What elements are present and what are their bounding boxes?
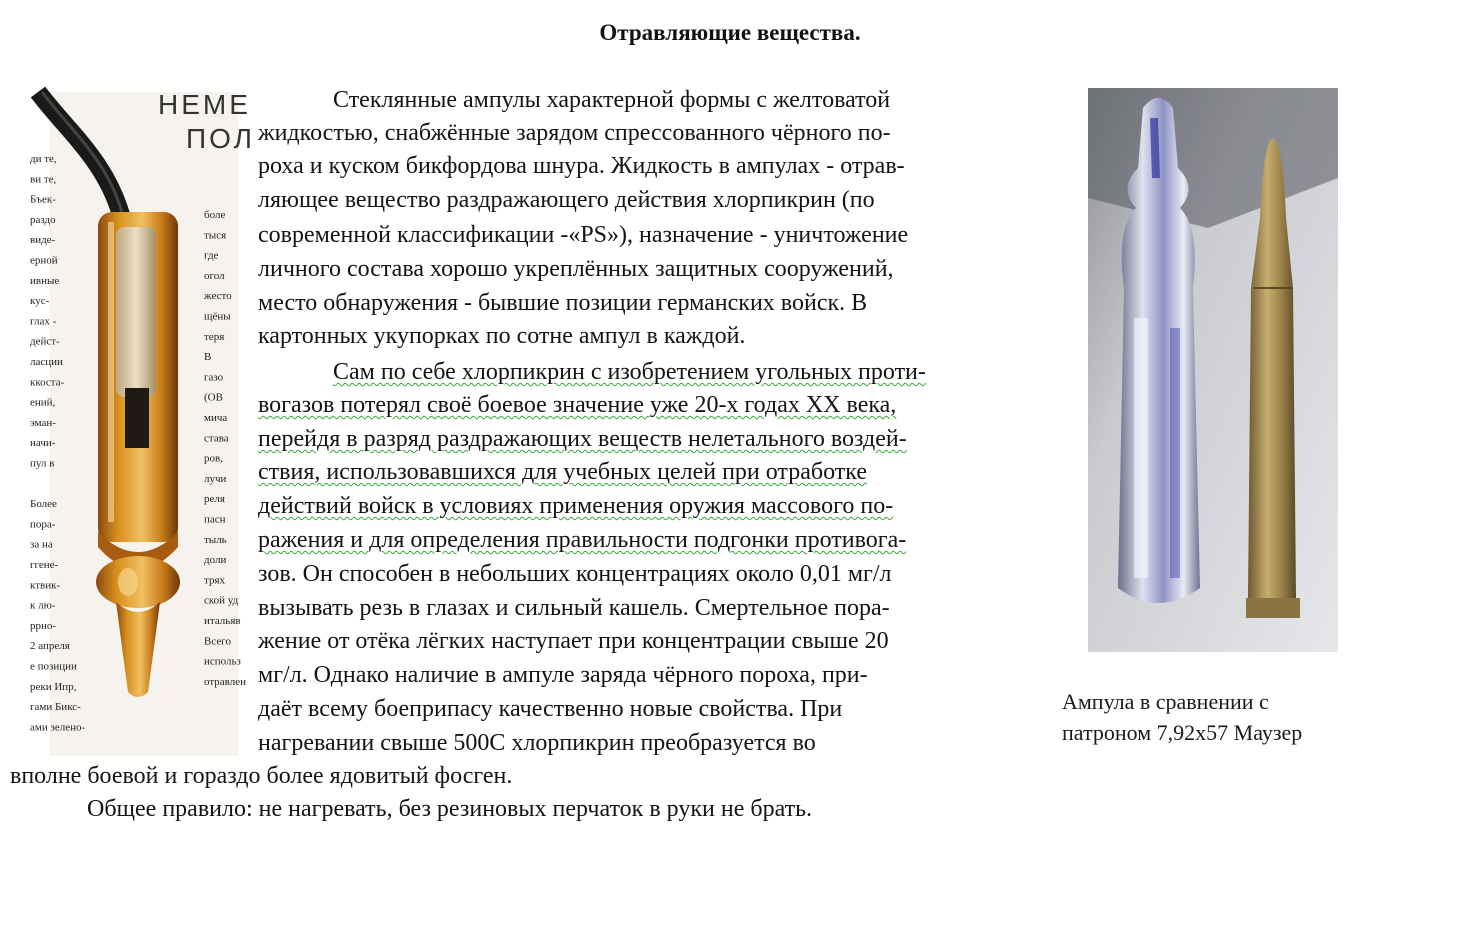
- text-line-1: Стеклянные ампулы характерной формы с желтоватой: [333, 87, 891, 113]
- magazine-text-fragment: ров,: [204, 452, 223, 465]
- magazine-text-fragment: к лю-: [30, 599, 56, 612]
- magazine-text-fragment: где: [204, 249, 219, 262]
- magazine-heading-1: НЕМЕ: [158, 89, 251, 120]
- magazine-text-fragment: става: [204, 432, 229, 445]
- text-line-14: ражения и для определения правильности подгонки противога-: [258, 527, 907, 553]
- photo-caption: [1062, 686, 1302, 748]
- magazine-text-fragment: пора-: [30, 518, 56, 531]
- magazine-text-fragment: 2 апреля: [30, 640, 70, 653]
- magazine-text-fragment: ивные: [30, 274, 60, 287]
- text-line-5: современной классификации -«PS»), назначение - уничтожение: [258, 222, 909, 248]
- magazine-text-fragment: эман-: [30, 416, 56, 429]
- magazine-text-fragment: глах -: [30, 315, 57, 328]
- text-line-9: Сам по себе хлорпикрин с изобретением угольных проти-: [333, 359, 926, 385]
- magazine-text-fragment: Всего: [204, 635, 231, 648]
- ampoule-magazine-photo: [28, 89, 255, 756]
- magazine-text-fragment: ди те,: [30, 153, 57, 165]
- magazine-text-fragment: боле: [204, 209, 226, 221]
- magazine-text-fragment: ви те,: [30, 173, 57, 186]
- text-line-19: даёт всему боеприпасу качественно новые свойства. При: [258, 696, 843, 722]
- text-line-16: вызывать резь в глазах и сильный кашель. Смертельное пора-: [258, 595, 890, 621]
- magazine-text-fragment: тыль: [204, 533, 227, 546]
- magazine-text-fragment: лучи: [204, 472, 227, 485]
- magazine-text-fragment: ений,: [30, 396, 56, 409]
- text-line-6: личного состава хорошо укреплённых защитных сооружений,: [258, 256, 894, 282]
- text-line-3: роха и куском бикфордова шнура. Жидкость в ампулах - отрав-: [258, 153, 905, 179]
- magazine-text-fragment: Бъек-: [30, 193, 56, 206]
- magazine-text-fragment: использ: [204, 655, 241, 668]
- magazine-text-fragment: ррно-: [30, 619, 57, 632]
- page-title: Отравляющие вещества.: [599, 20, 861, 45]
- magazine-text-fragment: ккоста-: [30, 376, 65, 389]
- magazine-text-fragment: теря: [204, 330, 225, 343]
- text-line-22: Общее правило: не нагревать, без резиновых перчаток в руки не брать.: [87, 796, 813, 822]
- magazine-text-fragment: кус-: [30, 295, 50, 308]
- magazine-text-fragment: отравлен: [204, 675, 246, 688]
- magazine-text-fragment: трях: [204, 574, 226, 587]
- magazine-text-fragment: (ОВ: [204, 391, 223, 404]
- caption-line-2: патроном 7,92x57 Маузер: [1062, 720, 1303, 745]
- text-line-11: перейдя в разряд раздражающих веществ нелетального воздей-: [258, 426, 907, 452]
- magazine-text-fragment: тыся: [204, 229, 227, 242]
- caption-line-1: Ампула в сравнении с: [1062, 689, 1269, 714]
- text-line-7: место обнаружения - бывшие позиции германских войск. В: [258, 290, 868, 316]
- magazine-text-fragment: начи-: [30, 437, 56, 450]
- magazine-text-fragment: мича: [204, 412, 228, 424]
- text-line-12: ствия, использовавшихся для учебных целей при отработке: [258, 459, 867, 485]
- magazine-text-fragment: ами зелено-: [30, 721, 86, 734]
- text-line-15: зов. Он способен в небольших концентрациях около 0,01 мг/л: [258, 561, 892, 587]
- magazine-text-fragment: пул в: [30, 457, 55, 470]
- text-line-21: вполне боевой и гораздо более ядовитый фосген.: [10, 763, 513, 789]
- magazine-heading-2: ПОЛ: [186, 123, 255, 154]
- magazine-text-fragment: пасн: [204, 513, 226, 526]
- magazine-text-fragment: итальяв: [204, 615, 241, 627]
- magazine-text-fragment: ласции: [30, 356, 63, 368]
- magazine-text-fragment: жесто: [204, 290, 232, 303]
- magazine-text-fragment: газо: [204, 371, 224, 384]
- magazine-text-fragment: Более: [30, 498, 57, 511]
- magazine-text-fragment: В: [204, 351, 212, 364]
- magazine-text-fragment: ггене-: [30, 559, 59, 571]
- text-line-10: вогазов потерял своё боевое значение уже 20-х годах XX века,: [258, 392, 897, 418]
- magazine-text-fragment: раздо: [30, 213, 56, 226]
- magazine-text-fragment: реки Ипр,: [30, 680, 77, 693]
- magazine-text-fragment: щёны: [204, 310, 231, 323]
- text-line-17: жение от отёка лёгких наступает при концентрации свыше 20: [258, 628, 889, 654]
- magazine-text-fragment: реля: [204, 493, 225, 506]
- magazine-text-fragment: за на: [30, 538, 53, 551]
- text-line-18: мг/л. Однако наличие в ампуле заряда чёрного пороха, при-: [258, 662, 868, 688]
- text-line-8: картонных укупорках по сотне ампул в каждой.: [258, 323, 746, 349]
- ampoule-cartridge-photo: [1088, 88, 1338, 652]
- magazine-text-fragment: доли: [204, 554, 227, 567]
- text-line-2: жидкостью, снабжённые зарядом спрессованного чёрного по-: [258, 120, 891, 146]
- magazine-text-fragment: ерной: [30, 254, 58, 267]
- text-line-13: действий войск в условиях применения оружия массового по-: [258, 493, 894, 519]
- magazine-text-fragment: виде-: [30, 234, 56, 247]
- magazine-text-fragment: огол: [204, 269, 225, 282]
- text-line-4: ляющее вещество раздражающего действия хлорпикрин (по: [258, 187, 875, 213]
- magazine-text-fragment: гами Бикс-: [30, 701, 81, 714]
- magazine-text-fragment: ктвик-: [30, 579, 61, 592]
- magazine-text-fragment: е позиции: [30, 660, 77, 673]
- magazine-text-fragment: дейст-: [30, 335, 60, 348]
- magazine-text-fragment: ской уд: [204, 594, 239, 607]
- text-line-20: нагревании свыше 500С хлорпикрин преобразуется во: [258, 730, 816, 756]
